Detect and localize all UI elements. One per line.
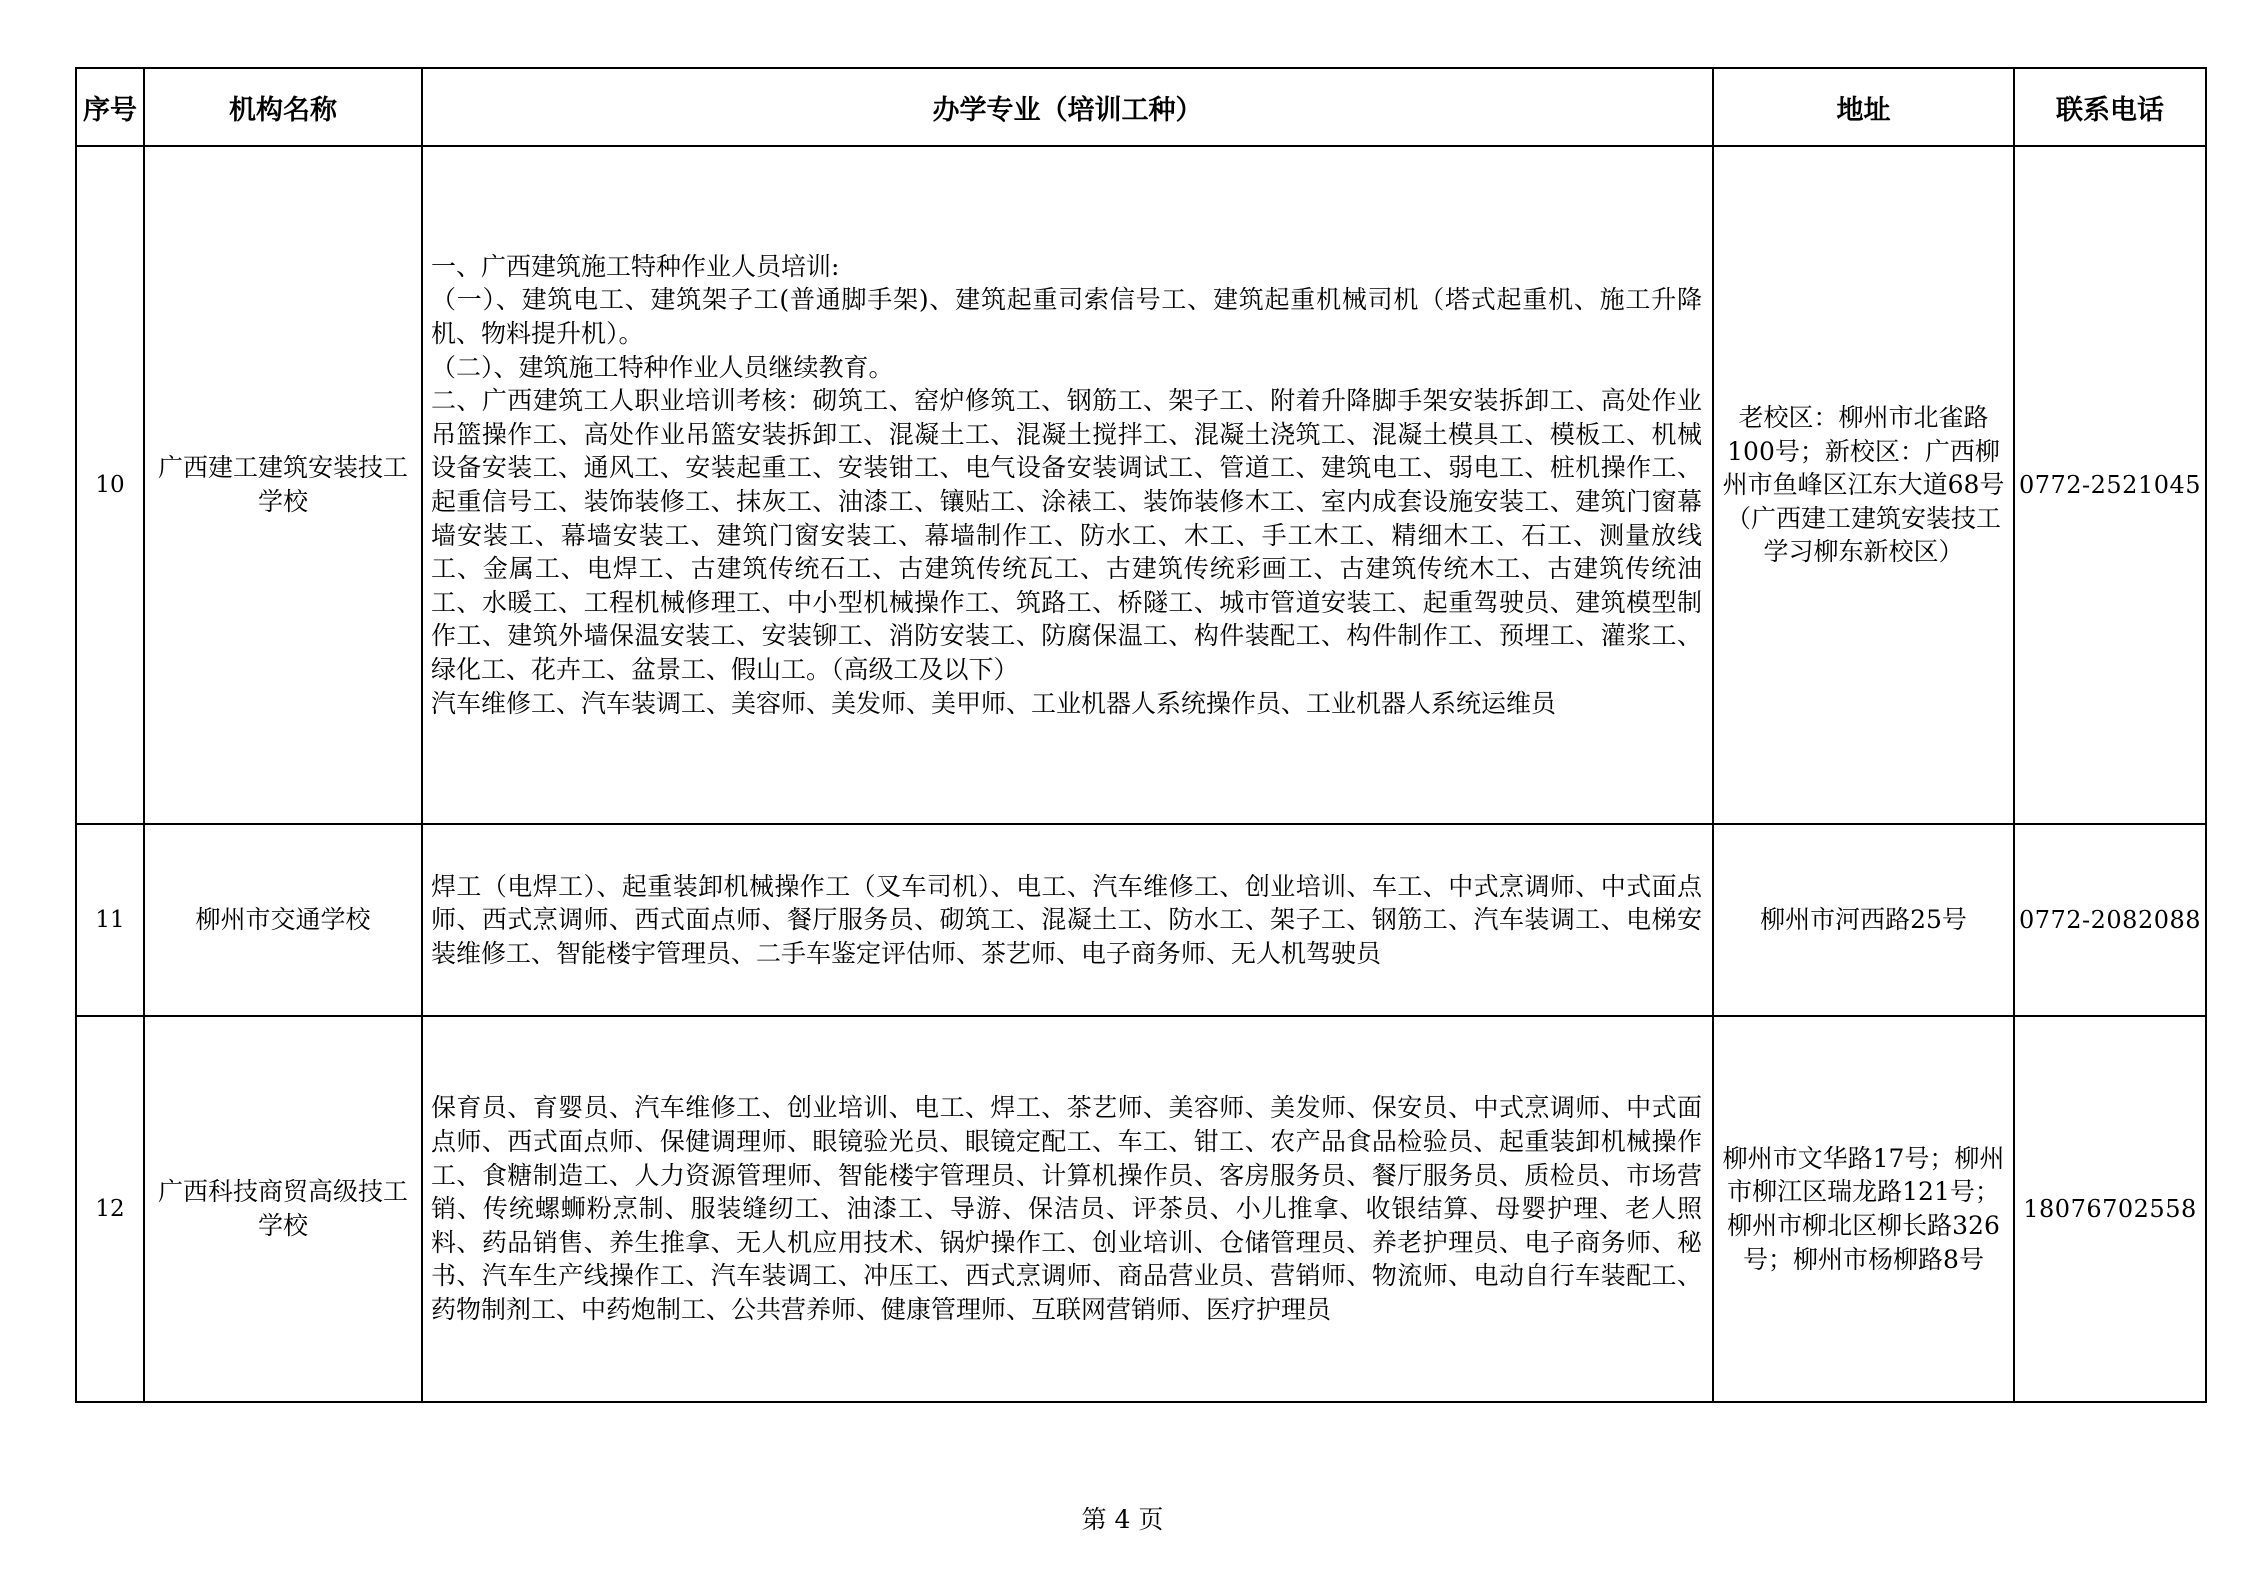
row-index: 11: [76, 824, 144, 1016]
programs-cell: [422, 824, 1713, 1016]
institution-name: 柳州市交通学校: [144, 824, 422, 1016]
institution-name: 广西科技商贸高级技工学校: [144, 1016, 422, 1402]
phone-number: 0772-2082088: [2014, 824, 2206, 1016]
programs-line: （一）、建筑电工、建筑架子工(普通脚手架)、建筑起重司索信号工、建筑起重机械司机（塔式起重机、施工升降机、物料提升机）。: [431, 285, 1702, 349]
table-row: [76, 824, 2206, 1016]
header-row: [76, 68, 2206, 146]
row-index: 12: [76, 1016, 144, 1402]
programs-line: 保育员、育婴员、汽车维修工、创业培训、电工、焊工、茶艺师、美容师、美发师、保安员、中式烹调师、中式面点师、西式面点师、保健调理师、眼镜验光员、眼镜定配工、车工、钳工、农产品食品检验员、起重装卸机械操作工、食糖制造工、人力资源管理师、智能楼宇管理员、计算机操作员、客房服务员、餐厅服务员、质检员、市场营销、传统螺蛳粉烹制、服装缝纫工、油漆工、导游、保洁员、评茶员、小儿推拿、收银结算、母婴护理、老人照料、药品销售、养生推拿、无人机应用技术、锅炉操作工、创业培训、仓储管理员、养老护理员、电子商务师、秘书、汽车生产线操作工、汽车装调工、冲压工、西式烹调师、商品营业员、营销师、物流师、电动自行车装配工、药物制剂工、中药炮制工、公共营养师、健康管理师、互联网营销师、医疗护理员: [431, 1093, 1702, 1324]
programs-line: 一、广西建筑施工特种作业人员培训:: [431, 251, 840, 281]
programs-line: 汽车维修工、汽车装调工、美容师、美发师、美甲师、工业机器人系统操作员、工业机器人系统运维员: [431, 688, 1557, 718]
address: 柳州市文华路17号；柳州市柳江区瑞龙路121号；柳州市柳北区柳长路326号；柳州市杨柳路8号: [1713, 1016, 2014, 1402]
address: 老校区：柳州市北雀路100号；新校区：广西柳州市鱼峰区江东大道68号（广西建工建筑安装技工学习柳东新校区）: [1713, 146, 2014, 824]
table-row: [76, 146, 2206, 824]
header-address: 地址: [1713, 68, 2014, 146]
address: 柳州市河西路25号: [1713, 824, 2014, 1016]
table-row: [76, 1016, 2206, 1402]
institution-table: [75, 67, 2207, 1403]
row-index: 10: [76, 146, 144, 824]
programs-list: [431, 1091, 1702, 1326]
phone-number: 0772-2521045: [2014, 146, 2206, 824]
programs-line: 二、广西建筑工人职业培训考核：砌筑工、窑炉修筑工、钢筋工、架子工、附着升降脚手架安装拆卸工、高处作业吊篮操作工、高处作业吊篮安装拆卸工、混凝土工、混凝土搅拌工、混凝土浇筑工、混凝土模具工、模板工、机械设备安装工、通风工、安装起重工、安装钳工、电气设备安装调试工、管道工、建筑电工、弱电工、桩机操作工、起重信号工、装饰装修工、抹灰工、油漆工、镶贴工、涂裱工、装饰装修木工、室内成套设施安装工、建筑门窗幕墙安装工、幕墙安装工、建筑门窗安装工、幕墙制作工、防水工、木工、手工木工、精细木工、石工、测量放线工、金属工、电焊工、古建筑传统石工、古建筑传统瓦工、古建筑传统彩画工、古建筑传统木工、古建筑传统油工、水暖工、工程机械修理工、中小型机械操作工、筑路工、桥隧工、城市管道安装工、起重驾驶员、建筑模型制作工、建筑外墙保温安装工、安装铆工、消防安装工、防腐保温工、构件装配工、构件制作工、预埋工、灌浆工、绿化工、花卉工、盆景工、假山工。（高级工及以下）: [431, 386, 1702, 684]
header-programs: 办学专业（培训工种）: [422, 68, 1713, 146]
institution-name: 广西建工建筑安装技工学校: [144, 146, 422, 824]
page-number: 第 4 页: [1081, 1505, 1164, 1534]
header-name: 机构名称: [144, 68, 422, 146]
header-index: 序号: [76, 68, 144, 146]
programs-line: （二）、建筑施工特种作业人员继续教育。: [431, 352, 894, 382]
programs-list: [431, 250, 1702, 720]
programs-line: 焊工（电焊工）、起重装卸机械操作工（叉车司机）、电工、汽车维修工、创业培训、车工、中式烹调师、中式面点师、西式烹调师、西式面点师、餐厅服务员、砌筑工、混凝土工、防水工、架子工、钢筋工、汽车装调工、电梯安装维修工、智能楼宇管理员、二手车鉴定评估师、茶艺师、电子商务师、无人机驾驶员: [431, 871, 1702, 968]
header-phone: 联系电话: [2014, 68, 2206, 146]
programs-cell: [422, 146, 1713, 824]
programs-list: [431, 870, 1702, 971]
programs-cell: [422, 1016, 1713, 1402]
phone-number: 18076702558: [2014, 1016, 2206, 1402]
